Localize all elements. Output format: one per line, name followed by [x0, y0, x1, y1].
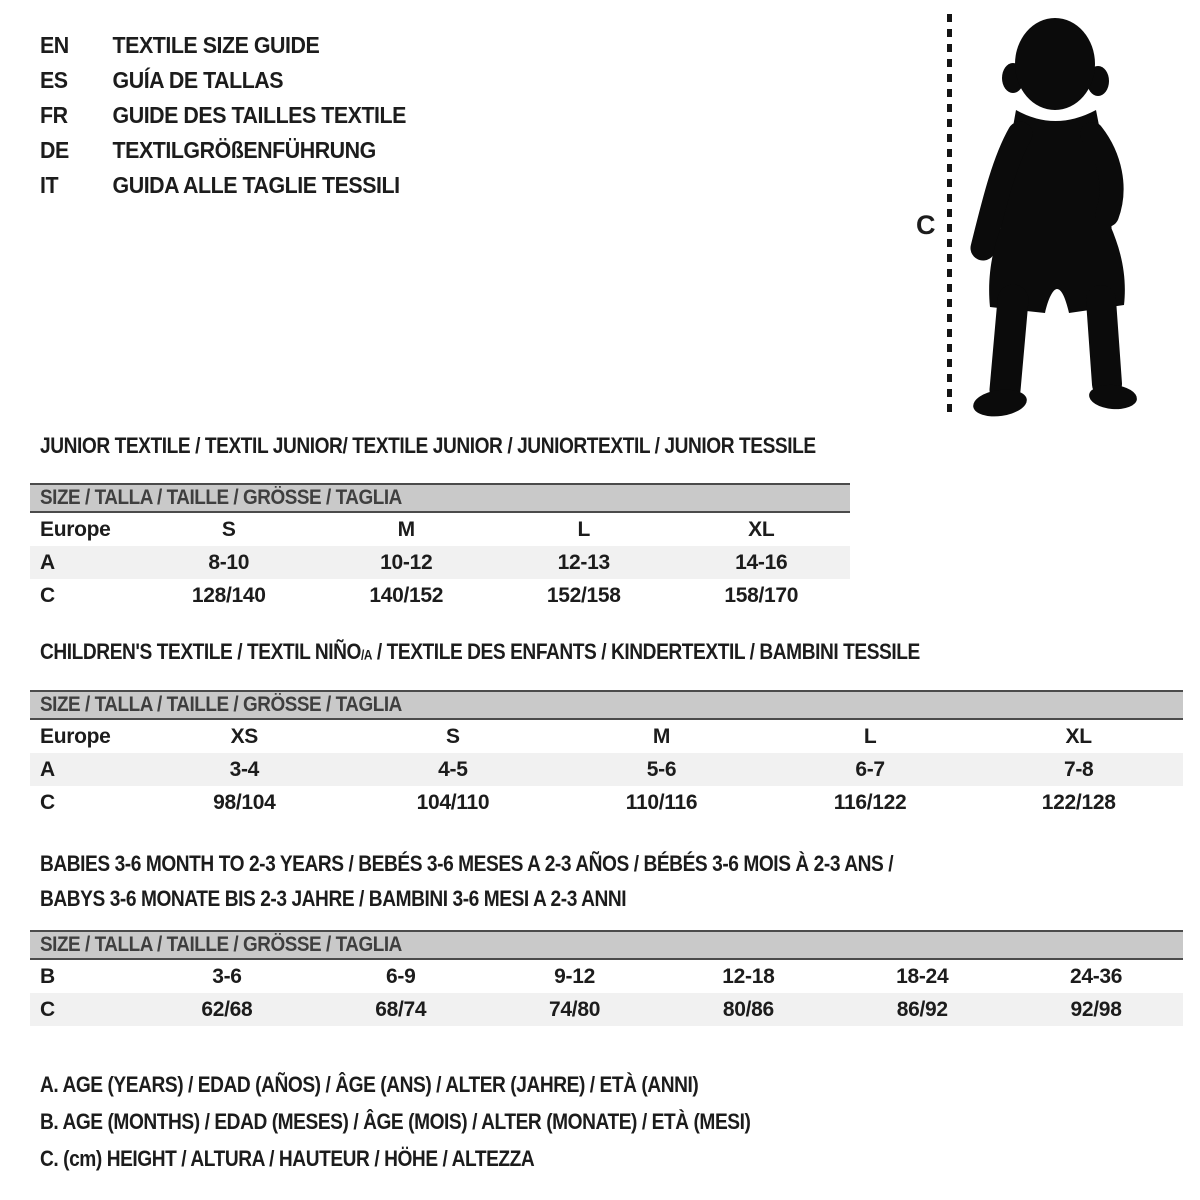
language-code: FR [40, 102, 68, 128]
row-label: B [40, 964, 55, 988]
guide-title-es: GUÍA DE TALLAS [112, 67, 284, 93]
legend [40, 1066, 857, 1177]
row-label: C [40, 997, 55, 1021]
size-cell: L [863, 724, 877, 748]
height-cell: 62/68 [201, 997, 253, 1021]
age-cell: 10-12 [380, 550, 433, 574]
children-heading-sub: /A [361, 647, 372, 663]
month-cell: 12-18 [722, 964, 775, 988]
size-header-text: SIZE / TALLA / TAILLE / GRÖSSE / TAGLIA [40, 486, 402, 509]
height-measure-label: C [916, 210, 936, 240]
height-cell: 104/110 [416, 790, 490, 814]
row-label: Europe [40, 724, 111, 748]
table-row-height [30, 579, 850, 612]
legend-line-age-months [40, 1103, 857, 1140]
height-cell: 110/116 [625, 790, 698, 814]
month-cell: 6-9 [386, 964, 416, 988]
row-label: Europe [40, 517, 111, 541]
row-label: C [40, 583, 55, 607]
row-label: A [40, 757, 55, 781]
children-section-heading [40, 640, 1051, 668]
age-cell: 7-8 [1063, 757, 1094, 781]
height-cell: 68/74 [375, 997, 427, 1021]
table-size-header [30, 690, 1183, 720]
guide-title-de: TEXTILGRÖßENFÜHRUNG [112, 137, 376, 163]
height-cell: 158/170 [724, 583, 799, 607]
age-cell: 3-4 [229, 757, 260, 781]
height-cell: 152/158 [546, 583, 621, 607]
legend-text: A. AGE (YEARS) / EDAD (AÑOS) / ÂGE (ANS) / ALTER (JAHRE) / ETÀ (ANNI) [40, 1072, 699, 1097]
language-row-fr [40, 98, 406, 133]
table-size-header [30, 930, 1183, 960]
table-row-europe [30, 720, 1183, 753]
size-cell: S [446, 724, 460, 748]
language-row-de [40, 133, 406, 168]
month-cell: 9-12 [554, 964, 595, 988]
language-row-it [40, 168, 406, 203]
month-cell: 18-24 [896, 964, 949, 988]
language-code: EN [40, 32, 69, 58]
legend-text: B. AGE (MONTHS) / EDAD (MESES) / ÂGE (MOIS) / ALTER (MONATE) / ETÀ (MESI) [40, 1109, 751, 1134]
guide-title-en: TEXTILE SIZE GUIDE [112, 32, 320, 58]
table-row-europe [30, 513, 850, 546]
height-cell: 74/80 [549, 997, 601, 1021]
legend-text: C. (cm) HEIGHT / ALTURA / HAUTEUR / HÖHE / ALTEZZA [40, 1146, 535, 1171]
height-cell: 128/140 [191, 583, 266, 607]
size-cell: S [221, 517, 236, 541]
children-heading-after: / TEXTILE DES ENFANTS / KINDERTEXTIL / BAMBINI TESSILE [371, 639, 920, 664]
junior-section-heading [40, 434, 932, 458]
height-cell: 140/152 [369, 583, 444, 607]
age-cell: 4-5 [438, 757, 468, 781]
table-row-age [30, 753, 1183, 786]
size-header-text: SIZE / TALLA / TAILLE / GRÖSSE / TAGLIA [40, 933, 402, 956]
language-code: ES [40, 67, 68, 93]
legend-line-height-cm [40, 1140, 857, 1177]
month-cell: 3-6 [212, 964, 242, 988]
height-cell: 98/104 [213, 790, 276, 814]
size-cell: XL [1065, 724, 1092, 748]
babies-size-table [30, 930, 1183, 1026]
language-code: DE [40, 137, 69, 163]
height-cell: 80/86 [722, 997, 774, 1021]
table-row-height [30, 786, 1183, 819]
age-cell: 14-16 [735, 550, 788, 574]
age-cell: 8-10 [208, 550, 250, 574]
language-code: IT [40, 172, 59, 198]
row-label: C [40, 790, 55, 814]
table-row-age [30, 546, 850, 579]
month-cell: 24-36 [1069, 964, 1123, 988]
size-cell: M [652, 724, 671, 748]
language-row-en [40, 28, 406, 63]
row-label: A [40, 550, 55, 574]
size-cell: M [397, 517, 415, 541]
babies-section-heading [40, 846, 1021, 916]
table-size-header [30, 483, 850, 513]
age-cell: 6-7 [855, 757, 885, 781]
children-heading-text [40, 640, 920, 668]
size-cell: XS [230, 724, 258, 748]
toddler-silhouette-icon [950, 12, 1145, 422]
height-cell: 122/128 [1041, 790, 1116, 814]
children-size-table [30, 690, 1183, 819]
guide-title-fr: GUIDE DES TAILLES TEXTILE [112, 102, 406, 128]
height-cell: 86/92 [896, 997, 948, 1021]
junior-size-table [30, 483, 850, 612]
size-header-text: SIZE / TALLA / TAILLE / GRÖSSE / TAGLIA [40, 693, 402, 716]
legend-line-age-years [40, 1066, 857, 1103]
junior-heading-text: JUNIOR TEXTILE / TEXTIL JUNIOR/ TEXTILE JUNIOR / JUNIORTEXTIL / JUNIOR TESSILE [40, 433, 816, 458]
language-row-es [40, 63, 406, 98]
guide-title-it: GUIDA ALLE TAGLIE TESSILI [112, 172, 400, 198]
language-title-list [40, 28, 434, 203]
babies-heading-line1: BABIES 3-6 MONTH TO 2-3 YEARS / BEBÉS 3-6 MESES A 2-3 AÑOS / BÉBÉS 3-6 MOIS À 2-3 ANS / [40, 851, 894, 876]
age-cell: 12-13 [557, 550, 610, 574]
children-heading-before: CHILDREN'S TEXTILE / TEXTIL NIÑO [40, 639, 362, 664]
size-cell: XL [748, 517, 775, 541]
size-cell: L [577, 517, 591, 541]
height-cell: 92/98 [1070, 997, 1122, 1021]
table-row-height [30, 993, 1183, 1026]
height-cell: 116/122 [833, 790, 907, 814]
babies-heading-line2: BABYS 3-6 MONATE BIS 2-3 JAHRE / BAMBINI 3-6 MESI A 2-3 ANNI [40, 886, 627, 911]
table-row-months [30, 960, 1183, 993]
age-cell: 5-6 [646, 757, 677, 781]
